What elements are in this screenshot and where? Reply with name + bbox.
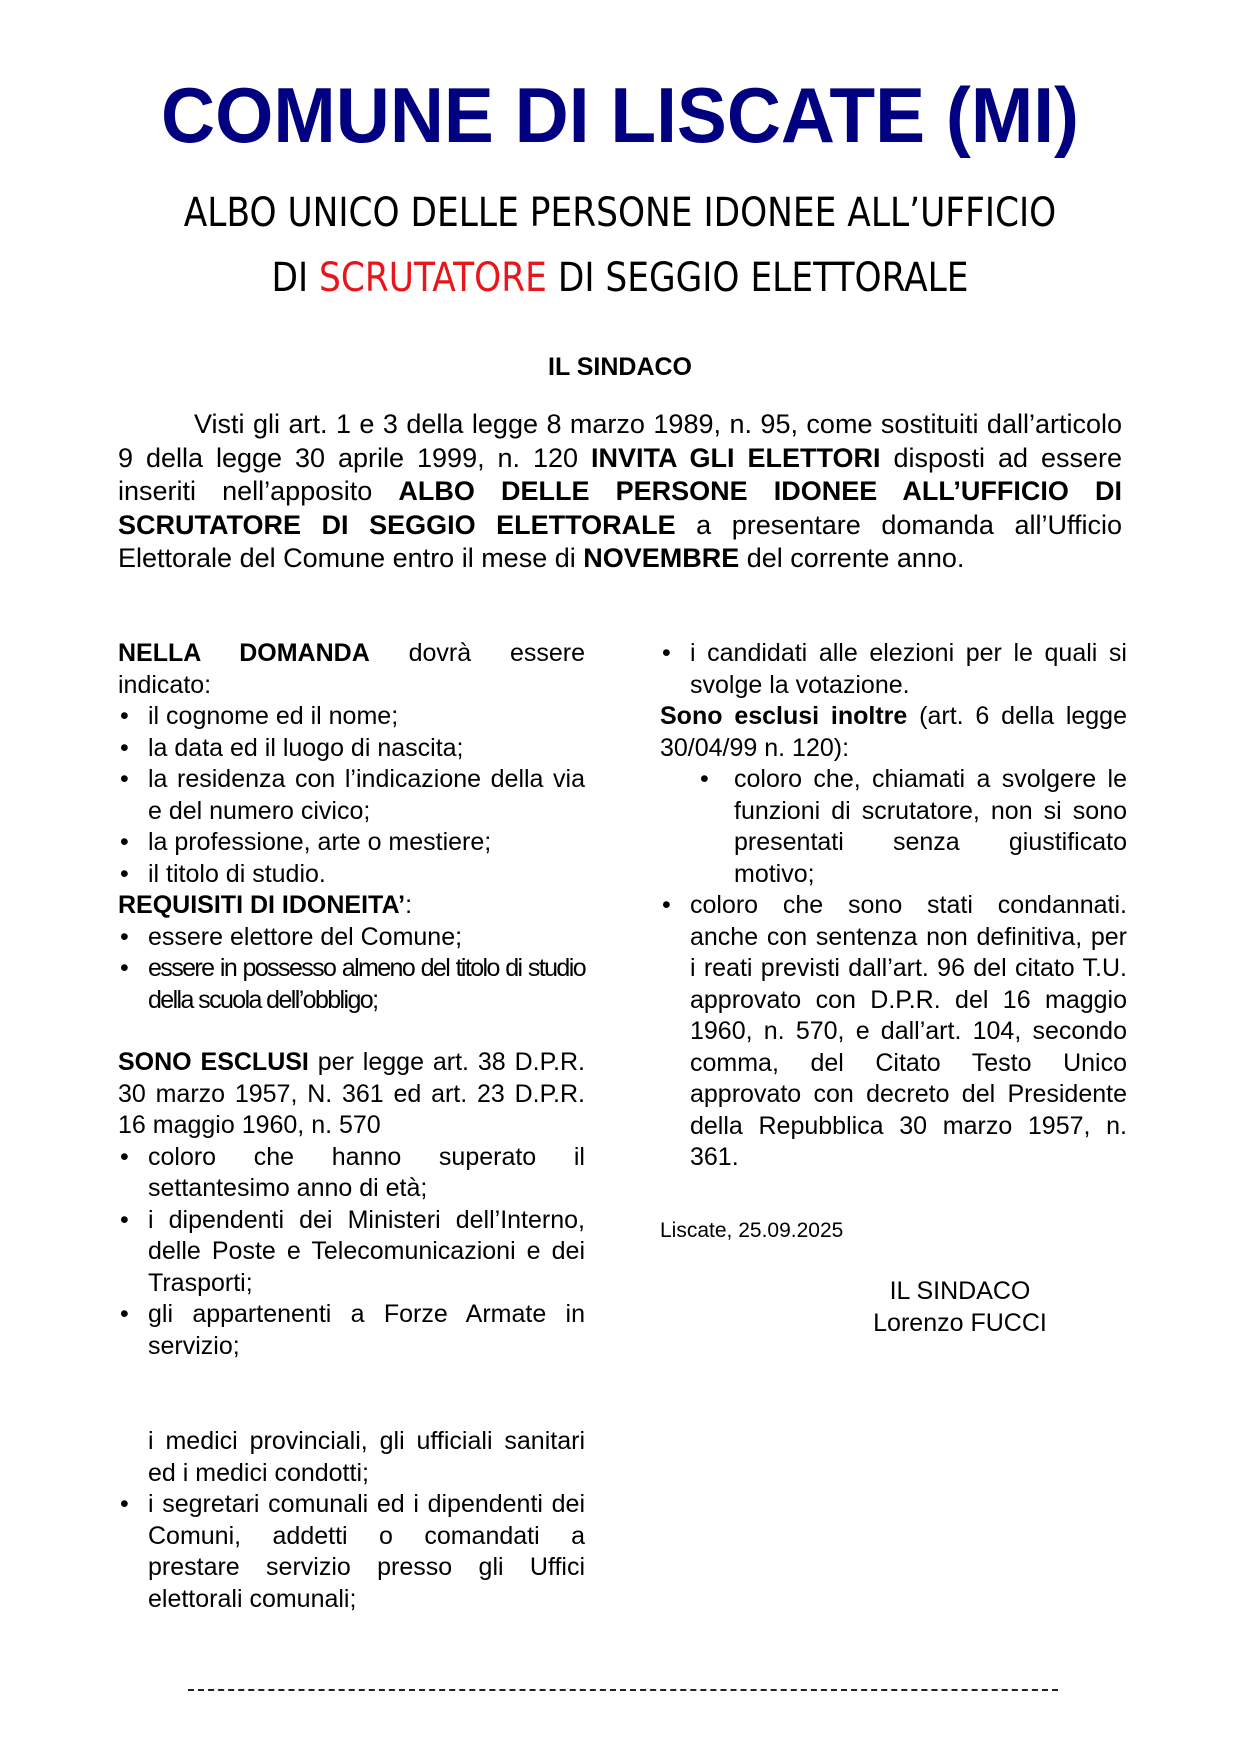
list-item: • essere elettore del Comune; [118, 922, 585, 954]
left-column [118, 638, 585, 1615]
right-column [660, 638, 1127, 1174]
intro-paragraph [118, 408, 1122, 576]
list-item: • i candidati alle elezioni per le quali si svolge la votazione. [660, 638, 1127, 701]
heading-text: (art. 6 della legge 30/04/99 n. 120): [660, 702, 1127, 762]
intro-text: disposti ad essere inseriti nell’apposito [118, 442, 1122, 506]
place-date: Liscate, 25.09.2025 [660, 1219, 844, 1242]
requisiti-heading [118, 890, 585, 922]
footer-divider [188, 1689, 1058, 1691]
list-item: • il titolo di studio. [118, 859, 585, 891]
document-title: COMUNE DI LISCATE (MI) [161, 71, 1079, 159]
intro-bold: INVITA GLI ELETTORI [591, 442, 881, 473]
esclusi-inoltre-list [660, 764, 1127, 1174]
document-subtitle-line2 [87, 255, 1153, 301]
esclusi-heading [118, 1047, 585, 1142]
domanda-list [118, 701, 585, 890]
list-item: • i dipendenti dei Ministeri dell’Interno, delle Poste e Telecomunicazioni e dei Trasporti; [118, 1205, 585, 1300]
intro-text: del corrente anno. [739, 543, 965, 573]
heading-bold: NELLA DOMANDA [118, 639, 370, 667]
list-item: • coloro che hanno superato il settantesimo anno di età; [118, 1142, 585, 1205]
list-item: • coloro che, chiamati a svolgere le funzioni di scrutatore, non si sono presentati senza giustificato motivo; [660, 764, 1127, 890]
intro-bold: ALBO DELLE PERSONE IDONEE ALL’UFFICIO DI SCRUTATORE DI SEGGIO ELETTORALE [118, 476, 1122, 540]
sindaco-heading: IL SINDACO [548, 353, 692, 381]
heading-text: dovrà essere indicato: [118, 639, 585, 699]
heading-bold: REQUISITI DI IDONEITA’ [118, 891, 406, 919]
heading-bold: SONO ESCLUSI [118, 1048, 309, 1076]
list-item: • il cognome ed il nome; [118, 701, 585, 733]
intro-text: a presentare domanda all’Ufficio Elettorale del Comune entro il mese di [118, 509, 1122, 573]
list-item: • la professione, arte o mestiere; [118, 827, 585, 859]
list-item: • coloro che sono stati condannati. anche con sentenza non definitiva, per i reati previsti dall’art. 96 del citato T.U. approvato con D.P.R. del 16 maggio 1960, n. 570, e dall’art. 104, secondo comma, del Citato Testo Unico approvato con decreto del Presidente della Repubblica 30 marzo 1957, n. 361. [660, 890, 1127, 1174]
signature-name: Lorenzo FUCCI [873, 1309, 1047, 1337]
intro-bold: NOVEMBRE [583, 543, 740, 573]
signature-role: IL SINDACO [889, 1277, 1031, 1305]
subtitle-post: DI SEGGIO ELETTORALE [546, 255, 969, 301]
esclusi-inoltre-heading [660, 701, 1127, 764]
heading-text: : [405, 891, 413, 919]
list-item: • essere in possesso almeno del titolo di studio della scuola dell’obbligo; [118, 953, 585, 1016]
list-item: • i segretari comunali ed i dipendenti dei Comuni, addetti o comandati a prestare servizio presso gli Uffici elettorali comunali; [118, 1489, 585, 1615]
esclusi-list-continued [660, 638, 1127, 701]
domanda-heading [118, 638, 585, 701]
subtitle-highlight: SCRUTATORE [319, 255, 547, 301]
intro-text: Visti gli art. 1 e 3 della legge 8 marzo 1989, n. 95, come sostituiti dall’articolo 9 della legge 30 aprile 1999, n. 120 [118, 409, 1122, 473]
signature-block [840, 1275, 1080, 1339]
subtitle-pre: DI [271, 255, 320, 301]
requisiti-list [118, 922, 585, 1017]
heading-text: per legge art. 38 D.P.R. 30 marzo 1957, N. 361 ed art. 23 D.P.R. 16 maggio 1960, n. 570 [118, 1048, 585, 1139]
list-item: • la residenza con l’indicazione della via e del numero civico; [118, 764, 585, 827]
document-subtitle-line1: ALBO UNICO DELLE PERSONE IDONEE ALL’UFFICIO [183, 190, 1057, 236]
spacer [118, 1016, 585, 1047]
list-item: • gli appartenenti a Forze Armate in servizio; [118, 1299, 585, 1362]
spacer [118, 1362, 585, 1426]
heading-bold: Sono esclusi inoltre [660, 702, 908, 730]
list-item: i medici provinciali, gli ufficiali sanitari ed i medici condotti; [148, 1427, 585, 1487]
esclusi-list [118, 1142, 585, 1616]
list-item: • la data ed il luogo di nascita; [118, 733, 585, 765]
